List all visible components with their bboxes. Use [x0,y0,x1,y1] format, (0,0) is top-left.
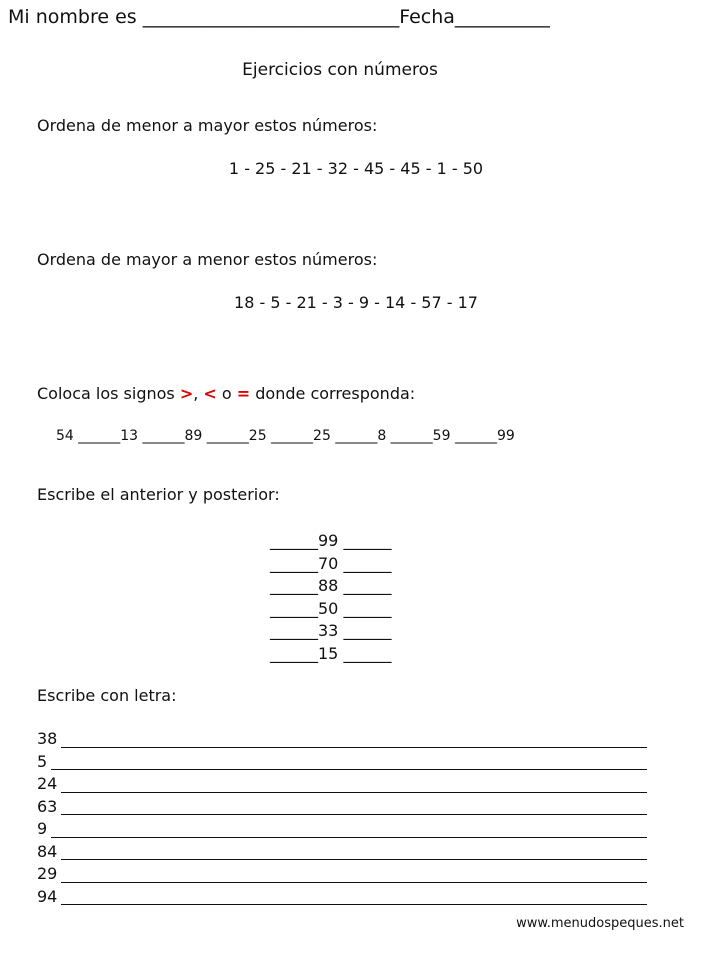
answer-line [61,841,647,860]
before-after-row: ______50 ______ [270,598,392,618]
write-letters-number: 29 [37,864,58,883]
website-credit: www.menudospeques.net [516,916,684,931]
signs-comma: , [193,384,204,403]
write-letters-number: 94 [37,886,58,906]
write-letters-list [37,728,647,908]
signs-or: o [216,384,237,403]
before-after-row: ______88 ______ [270,576,392,595]
answer-line [51,819,647,838]
greater-than-sign: > [179,384,194,403]
write-letters-row [37,818,647,841]
answer-line [61,796,647,815]
before-after-instruction: Escribe el anterior y posterior: [37,485,280,504]
before-after-row: ______99 ______ [270,531,392,550]
answer-line [61,729,647,748]
write-letters-row [37,841,647,864]
ascending-instruction: Ordena de menor a mayor estos números: [37,116,378,135]
write-letters-row [37,728,647,751]
before-after-row: ______33 ______ [270,621,392,640]
answer-line [61,774,647,793]
answer-line [61,886,647,905]
answer-line [51,751,647,770]
name-date-header: Mi nombre es ___________________________Fecha__________ [8,6,550,28]
equal-sign: = [236,384,251,403]
write-letters-number: 5 [37,751,48,771]
write-letters-number: 24 [37,774,58,793]
write-letters-number: 84 [37,841,58,861]
write-letters-number: 38 [37,729,58,748]
before-after-row: ______70 ______ [270,553,392,573]
write-letters-row [37,751,647,774]
answer-line [61,864,647,883]
signs-instruction-start: Coloca los signos [37,384,180,403]
descending-instruction: Ordena de mayor a menor estos números: [37,250,378,269]
write-letters-row [37,773,647,796]
less-than-sign: < [203,384,217,403]
write-letters-number: 9 [37,819,48,838]
signs-instruction [37,384,415,403]
write-letters-number: 63 [37,796,58,816]
ascending-sequence: 1 - 25 - 21 - 32 - 45 - 45 - 1 - 50 [228,159,484,178]
before-after-list [270,530,391,665]
write-letters-row [37,886,647,909]
before-after-row: ______15 ______ [270,643,392,663]
worksheet-title: Ejercicios con números [242,60,438,80]
write-letters-row [37,796,647,819]
write-letters-instruction: Escribe con letra: [37,686,177,705]
signs-instruction-end: donde corresponda: [250,384,416,403]
write-letters-row [37,863,647,886]
comparison-line: 54 ______13 ______89 ______25 ______25 ______8 ______59 ______99 [56,428,515,444]
descending-sequence: 18 - 5 - 21 - 3 - 9 - 14 - 57 - 17 [234,293,478,312]
